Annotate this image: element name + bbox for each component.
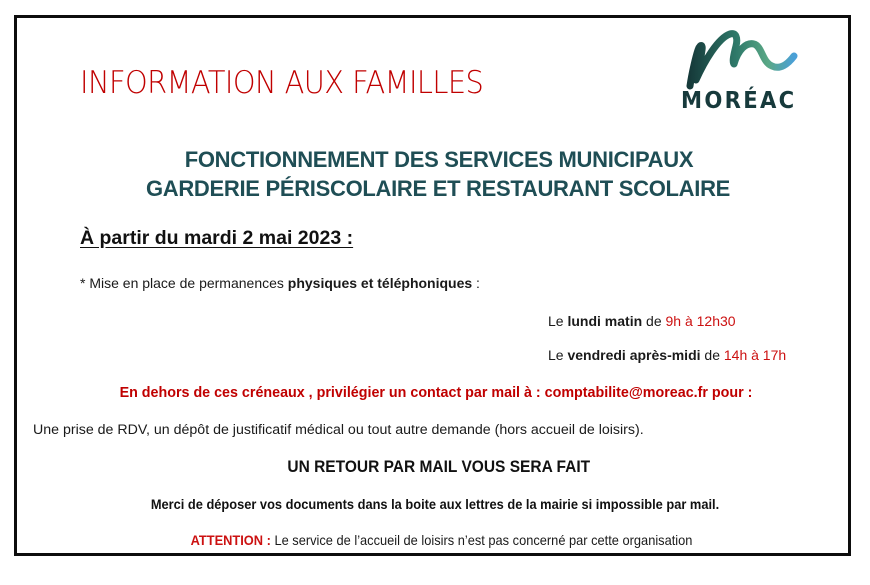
page-title: INFORMATION AUX FAMILLES xyxy=(80,65,484,101)
permanences-bold: physiques et téléphoniques xyxy=(287,275,473,291)
attention-label: ATTENTION : xyxy=(190,533,271,548)
start-date: À partir du mardi 2 mai 2023 : xyxy=(80,227,354,249)
slot-hours: 9h à 12h30 xyxy=(665,313,736,329)
reasons-line: Une prise de RDV, un dépôt de justificatif médical ou tout autre demande (hors accueil de loisirs). xyxy=(33,422,644,438)
moreac-wave-logo-icon xyxy=(676,28,806,90)
slot-day: vendredi après-midi xyxy=(567,347,701,363)
mailbox-notice: Merci de déposer vos documents dans la boite aux lettres de la mairie si impossible par mail. xyxy=(150,497,720,512)
slot-prefix: Le xyxy=(548,347,568,363)
attention-line xyxy=(30,533,839,548)
heading-line-1: FONCTIONNEMENT DES SERVICES MUNICIPAUX xyxy=(184,147,694,172)
moreac-logo xyxy=(676,28,806,118)
contact-line: En dehors de ces créneaux , privilégier un contact par mail à : comptabilite@moreac.fr pour : xyxy=(119,385,753,401)
permanences-suffix: : xyxy=(472,275,480,291)
retour-notice: UN RETOUR PAR MAIL VOUS SERA FAIT xyxy=(287,458,591,476)
logo-wordmark: MORÉAC xyxy=(681,88,797,114)
permanences-line xyxy=(80,275,480,291)
slot-prefix: Le xyxy=(548,313,568,329)
permanences-prefix: * Mise en place de permanences xyxy=(80,275,288,291)
slot-middle: de xyxy=(642,313,666,329)
slot-day: lundi matin xyxy=(567,313,643,329)
slot-monday xyxy=(548,313,736,329)
slot-hours: 14h à 17h xyxy=(723,347,787,363)
slot-friday xyxy=(548,347,786,363)
slot-middle: de xyxy=(700,347,724,363)
attention-text: Le service de l’accueil de loisirs n’est pas concerné par cette organisation xyxy=(270,533,693,548)
heading-line-2: GARDERIE PÉRISCOLAIRE ET RESTAURANT SCOLAIRE xyxy=(145,176,731,201)
